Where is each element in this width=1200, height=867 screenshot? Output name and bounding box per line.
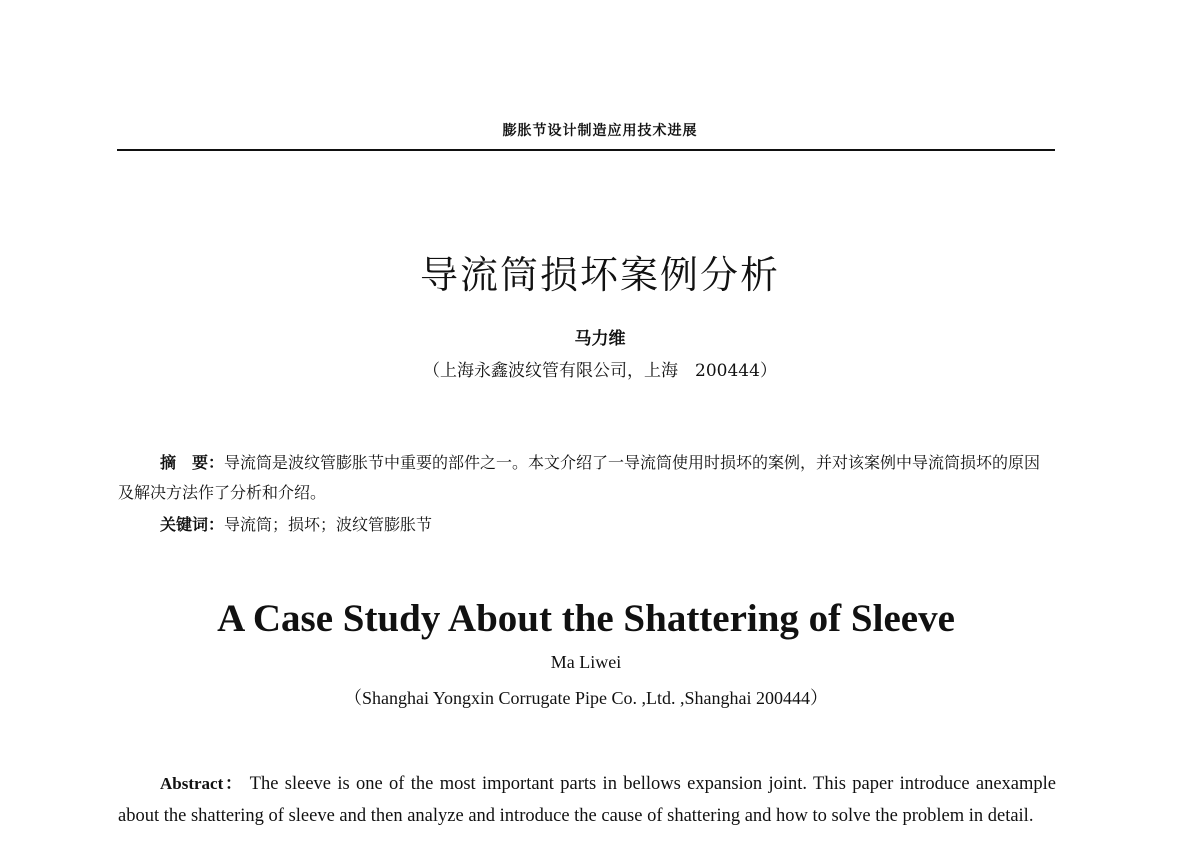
header-rule: [117, 149, 1055, 151]
chinese-affiliation: （上海永鑫波纹管有限公司，上海 200444）: [423, 361, 777, 381]
english-title: A Case Study About the Shattering of Sleeve: [217, 597, 955, 640]
english-affiliation: （Shanghai Yongxin Corrugate Pipe Co. ,Ltd. ,Shanghai 200444）: [344, 688, 828, 708]
chinese-title: 导流筒损坏案例分析: [419, 253, 780, 297]
chinese-keywords-label: 关键词：: [160, 515, 225, 534]
chinese-author: 马力维: [574, 329, 626, 349]
chinese-abstract-text: 导流筒是波纹管膨胀节中重要的部件之一。本文介绍了一导流筒使用时损坏的案例，并对该案例中导流筒损坏的原因及解决方法作了分析和介绍。: [118, 453, 1041, 502]
chinese-abstract: [118, 448, 1056, 508]
english-abstract-label: Abstract：: [160, 774, 244, 793]
chinese-keywords-text: 导流筒；损坏；波纹管膨胀节: [224, 515, 433, 534]
english-author: Ma Liwei: [550, 652, 622, 672]
english-abstract: [118, 768, 1056, 832]
running-header: 膨胀节设计制造应用技术进展: [502, 123, 698, 139]
chinese-abstract-label: 摘 要：: [160, 453, 225, 472]
chinese-keywords: [160, 510, 1056, 540]
english-abstract-text: The sleeve is one of the most important parts in bellows expansion joint. This paper introduce anexample about the shattering of sleeve and then analyze and introduce the cause of shattering and how to solve the problem in detail.: [118, 774, 1056, 826]
